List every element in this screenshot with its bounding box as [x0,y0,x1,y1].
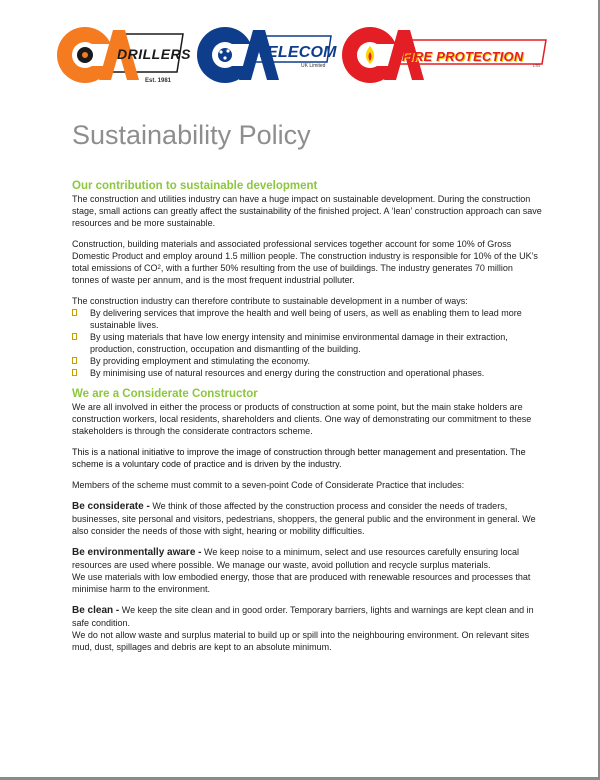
point-be-clean: Be clean - We keep the site clean and in good order. Temporary barriers, lights and warnings are kept clean and in safe condition. [72,605,534,628]
list-item: By delivering services that improve the health and well being of users, as well as enabling them to lead more sustainable lives. [72,307,542,331]
section-heading-considerate-constructor: We are a Considerate Constructor [72,388,258,400]
list-item: By using materials that have low energy intensity and minimise environmental damage in their extraction, production, construction, occupation and dismantling of the building. [72,331,542,355]
paragraph: This is a national initiative to improve the image of construction through better management and presentation. The scheme is a voluntary code of practice and is driven by the industry. [72,447,526,469]
co2-superscript: 2 [157,265,161,271]
bullet-box-icon [72,369,77,376]
paragraph: We are all involved in either the process or products of construction at some point, but the main stake holders are construction workers, local residents, shareholders and clients. One way of demonstrating our commitment to these stakeholders is through the considerate contractors scheme. [72,402,532,436]
bullet-box-icon [72,333,77,340]
paragraph-emissions: Construction, building materials and associated professional services together account for some 10% of Gross Domestic Product and employ around 1.5 million people. The construction industry is responsible for 10% of the UK’s total emissions of $CO^2$, with a further 50% resulting from the use of buildings. The industry generates 70 million tonnes of waste per annum, and is the most frequent industrial polluter. [72,239,538,285]
bullet-list [72,307,542,379]
telecom-wordmark: TELECOM [257,44,337,61]
list-item: By minimising use of natural resources and energy during the construction and operational phases. [72,367,542,379]
bullet-box-icon [72,357,77,364]
point-lead: Be clean - [72,605,120,616]
drillers-est: Est. 1981 [145,78,172,84]
ca-telecom-logo [195,22,335,92]
paragraph: The construction industry can therefore contribute to sustainable development in a number of ways: [72,296,468,306]
paragraph: Members of the scheme must commit to a seven-point Code of Considerate Practice that includes: [72,480,465,490]
point-be-environmentally-aware: Be environmentally aware - We keep noise to a minimum, select and use resources carefully ensuring local resources are used where possible. We manage our waste, avoid pollution and recycle surplus materials. [72,547,519,570]
fire-protection-sub: LTD [533,63,541,68]
bullet-box-icon [72,309,77,316]
page-title: Sustainability Policy [72,120,311,150]
drillers-wordmark: DRILLERS [117,46,191,62]
fire-protection-wordmark: FIRE PROTECTION [402,49,524,64]
point-be-considerate: Be considerate - We think of those affected by the construction process and consider the needs of traders, businesses, site personal and visitors, pedestrians, shoppers, the general public and the environment in general. We also consider the needs of those with sight, hearing or mobility difficulties. [72,501,536,536]
point-lead: Be environmentally aware - [72,547,202,558]
telecom-sub: UK Limited [301,63,326,69]
list-item: By providing employment and stimulating the economy. [72,355,542,367]
paragraph: We do not allow waste and surplus material to build up or spill into the neighbouring environment. On relevant sites mud, dust, spillages and debris are kept to an absolute minimum. [72,630,530,652]
point-lead: Be considerate - [72,501,150,512]
paragraph: The construction and utilities industry can have a huge impact on sustainable development. During the construction stage, small actions can greatly affect the sustainability of the finished project. A ‘lean’ construction approach can save resources and be more sustainable. [72,194,542,228]
document-body [72,180,542,653]
ca-fire-protection-logo [340,22,550,92]
paragraph: We use materials with low embodied energy, those that are produced with renewable resources and processes that minimise harm to the environment. [72,572,531,594]
ca-drillers-logo [55,22,195,92]
section-heading-sustainable-development: Our contribution to sustainable development [72,180,318,192]
logo-strip [55,22,545,92]
